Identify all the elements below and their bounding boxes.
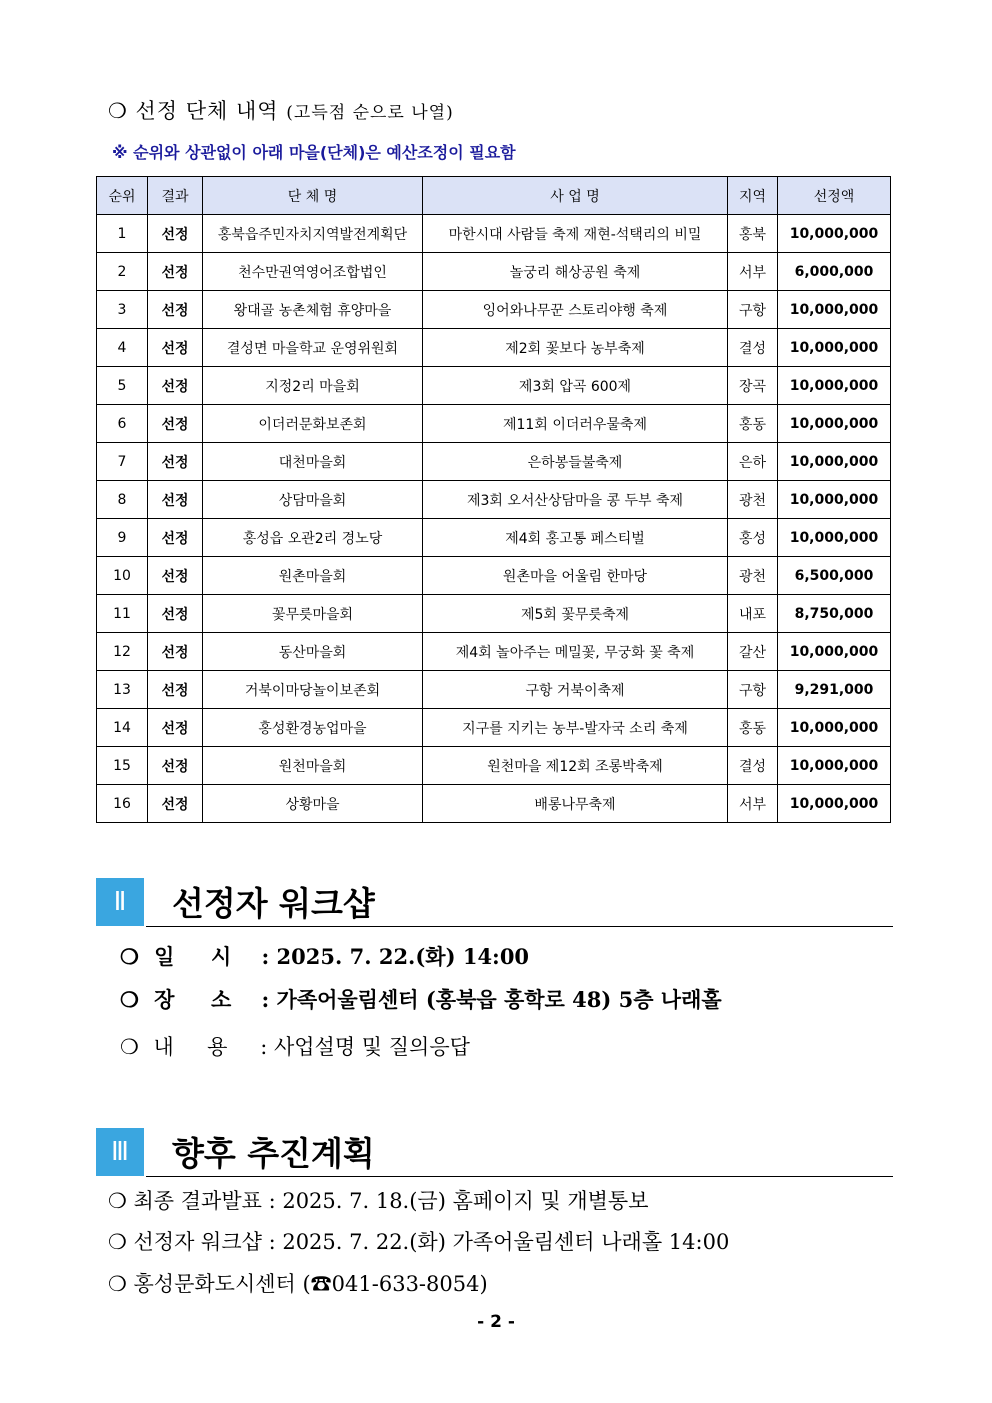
- rank-cell: 5: [97, 367, 148, 405]
- amount-cell: 6,000,000: [778, 253, 891, 291]
- table-row: [97, 709, 891, 747]
- section-subtitle: (고득점 순으로 나열): [286, 103, 454, 123]
- region-cell: 내포: [728, 595, 778, 633]
- bullet-icon: ❍: [120, 944, 139, 969]
- result-cell: 선정: [148, 215, 203, 253]
- result-cell: 선정: [148, 291, 203, 329]
- section-number-badge: Ⅱ: [96, 878, 144, 926]
- organization-cell: 동산마을회: [203, 633, 423, 671]
- region-cell: 결성: [728, 747, 778, 785]
- table-row: [97, 329, 891, 367]
- amount-cell: 10,000,000: [778, 519, 891, 557]
- region-cell: 구항: [728, 671, 778, 709]
- plan-item-text: 최종 결과발표 : 2025. 7. 18.(금) 홈페이지 및 개별통보: [133, 1189, 649, 1213]
- header-rank: 순위: [97, 177, 148, 215]
- organization-cell: 대천마을회: [203, 443, 423, 481]
- organization-cell: 거북이마당놀이보존회: [203, 671, 423, 709]
- amount-cell: 10,000,000: [778, 747, 891, 785]
- rank-cell: 1: [97, 215, 148, 253]
- region-cell: 결성: [728, 329, 778, 367]
- rank-cell: 12: [97, 633, 148, 671]
- section-number-badge: Ⅲ: [96, 1128, 144, 1176]
- organization-cell: 원천마을회: [203, 747, 423, 785]
- project-cell: 잉어와나무꾼 스토리야행 축제: [423, 291, 728, 329]
- selection-section-title: [108, 95, 454, 125]
- rank-cell: 10: [97, 557, 148, 595]
- result-cell: 선정: [148, 367, 203, 405]
- amount-cell: 10,000,000: [778, 443, 891, 481]
- project-cell: 구항 거북이축제: [423, 671, 728, 709]
- plan-item: [108, 1185, 649, 1215]
- region-cell: 홍동: [728, 405, 778, 443]
- selection-table: [96, 176, 891, 823]
- region-cell: 갈산: [728, 633, 778, 671]
- result-cell: 선정: [148, 671, 203, 709]
- workshop-content-label: 내 용: [153, 1035, 228, 1059]
- rank-cell: 14: [97, 709, 148, 747]
- organization-cell: 이더러문화보존회: [203, 405, 423, 443]
- result-cell: 선정: [148, 747, 203, 785]
- result-cell: 선정: [148, 709, 203, 747]
- result-cell: 선정: [148, 405, 203, 443]
- project-cell: 제2회 꽃보다 농부축제: [423, 329, 728, 367]
- workshop-place-row: [120, 984, 722, 1014]
- organization-cell: 원촌마을회: [203, 557, 423, 595]
- project-cell: 제4회 홍고통 페스티벌: [423, 519, 728, 557]
- table-row: [97, 633, 891, 671]
- amount-cell: 6,500,000: [778, 557, 891, 595]
- project-cell: 제3회 압곡 600제: [423, 367, 728, 405]
- rank-cell: 16: [97, 785, 148, 823]
- organization-cell: 천수만권역영어조합법인: [203, 253, 423, 291]
- plan-item: [108, 1268, 488, 1298]
- project-cell: 제3회 오서산상담마을 콩 두부 축제: [423, 481, 728, 519]
- organization-cell: 결성면 마을학교 운영위원회: [203, 329, 423, 367]
- rank-cell: 2: [97, 253, 148, 291]
- table-row: [97, 253, 891, 291]
- region-cell: 홍북: [728, 215, 778, 253]
- organization-cell: 지정2리 마을회: [203, 367, 423, 405]
- amount-cell: 10,000,000: [778, 405, 891, 443]
- workshop-content-row: [120, 1031, 470, 1061]
- amount-cell: 10,000,000: [778, 367, 891, 405]
- region-cell: 홍성: [728, 519, 778, 557]
- rank-cell: 4: [97, 329, 148, 367]
- workshop-date-value: 2025. 7. 22.(화) 14:00: [276, 944, 530, 969]
- separator: :: [261, 944, 270, 969]
- workshop-date-label: 일 시: [154, 944, 232, 969]
- bullet-icon: ❍: [120, 987, 139, 1012]
- rank-cell: 6: [97, 405, 148, 443]
- project-cell: 제11회 이더러우물축제: [423, 405, 728, 443]
- result-cell: 선정: [148, 329, 203, 367]
- table-row: [97, 595, 891, 633]
- bullet-icon: ❍: [108, 1189, 127, 1213]
- bullet-icon: ❍: [108, 1230, 127, 1254]
- organization-cell: 상황마을: [203, 785, 423, 823]
- workshop-date-row: [120, 941, 529, 971]
- workshop-content-value: 사업설명 및 질의응답: [273, 1035, 470, 1059]
- result-cell: 선정: [148, 481, 203, 519]
- project-cell: 지구를 지키는 농부-발자국 소리 축제: [423, 709, 728, 747]
- header-result: 결과: [148, 177, 203, 215]
- budget-adjustment-note: ※ 순위와 상관없이 아래 마을(단체)은 예산조정이 필요함: [112, 143, 516, 162]
- project-cell: 은하봉들불축제: [423, 443, 728, 481]
- project-cell: 제4회 놀아주는 메밀꽃, 무궁화 꽃 축제: [423, 633, 728, 671]
- header-amount: 선정액: [778, 177, 891, 215]
- result-cell: 선정: [148, 557, 203, 595]
- region-cell: 광천: [728, 481, 778, 519]
- result-cell: 선정: [148, 633, 203, 671]
- section-title-text: 선정 단체 내역: [135, 99, 279, 123]
- workshop-place-value: 가족어울림센터 (홍북읍 홍학로 48) 5층 나래홀: [276, 987, 722, 1012]
- result-cell: 선정: [148, 519, 203, 557]
- table-row: [97, 747, 891, 785]
- plan-item-text: 홍성문화도시센터 (☎041-633-8054): [133, 1272, 488, 1296]
- table-row: [97, 405, 891, 443]
- rank-cell: 3: [97, 291, 148, 329]
- table-row: [97, 443, 891, 481]
- rank-cell: 15: [97, 747, 148, 785]
- bullet-icon: ❍: [108, 1272, 127, 1296]
- amount-cell: 10,000,000: [778, 291, 891, 329]
- amount-cell: 9,291,000: [778, 671, 891, 709]
- project-cell: 마한시대 사람들 축제 재현-석택리의 비밀: [423, 215, 728, 253]
- organization-cell: 왕대골 농촌체험 휴양마을: [203, 291, 423, 329]
- header-organization: 단 체 명: [203, 177, 423, 215]
- region-cell: 홍동: [728, 709, 778, 747]
- workshop-place-label: 장 소: [154, 987, 232, 1012]
- result-cell: 선정: [148, 785, 203, 823]
- amount-cell: 10,000,000: [778, 481, 891, 519]
- header-project: 사 업 명: [423, 177, 728, 215]
- amount-cell: 8,750,000: [778, 595, 891, 633]
- separator: :: [261, 987, 270, 1012]
- result-cell: 선정: [148, 595, 203, 633]
- result-cell: 선정: [148, 253, 203, 291]
- table-row: [97, 481, 891, 519]
- organization-cell: 꽃무릇마을회: [203, 595, 423, 633]
- project-cell: 원천마을 제12회 조롱박축제: [423, 747, 728, 785]
- organization-cell: 홍성환경농업마을: [203, 709, 423, 747]
- table-row: [97, 671, 891, 709]
- amount-cell: 10,000,000: [778, 329, 891, 367]
- rank-cell: 9: [97, 519, 148, 557]
- organization-cell: 상담마을회: [203, 481, 423, 519]
- workshop-section-title: 선정자 워크샵: [172, 884, 375, 923]
- table-row: [97, 215, 891, 253]
- table-row: [97, 519, 891, 557]
- project-cell: 원촌마을 어울림 한마당: [423, 557, 728, 595]
- amount-cell: 10,000,000: [778, 785, 891, 823]
- region-cell: 서부: [728, 785, 778, 823]
- project-cell: 제5회 꽃무릇축제: [423, 595, 728, 633]
- table-row: [97, 557, 891, 595]
- rank-cell: 13: [97, 671, 148, 709]
- project-cell: 놀궁리 해상공원 축제: [423, 253, 728, 291]
- header-region: 지역: [728, 177, 778, 215]
- organization-cell: 홍북읍주민자치지역발전계획단: [203, 215, 423, 253]
- region-cell: 장곡: [728, 367, 778, 405]
- table-header-row: [97, 177, 891, 215]
- organization-cell: 홍성읍 오관2리 경노당: [203, 519, 423, 557]
- amount-cell: 10,000,000: [778, 633, 891, 671]
- project-cell: 배롱나무축제: [423, 785, 728, 823]
- amount-cell: 10,000,000: [778, 215, 891, 253]
- amount-cell: 10,000,000: [778, 709, 891, 747]
- plan-item-text: 선정자 워크샵 : 2025. 7. 22.(화) 가족어울림센터 나래홀 14:00: [133, 1230, 730, 1254]
- region-cell: 광천: [728, 557, 778, 595]
- separator: :: [260, 1035, 268, 1059]
- bullet-icon: ❍: [108, 99, 128, 123]
- table-row: [97, 367, 891, 405]
- result-cell: 선정: [148, 443, 203, 481]
- plan-section-title: 향후 추진계획: [172, 1134, 375, 1173]
- rank-cell: 8: [97, 481, 148, 519]
- page-number: - 2 -: [477, 1312, 515, 1332]
- rank-cell: 7: [97, 443, 148, 481]
- section-divider: [146, 1176, 893, 1177]
- section-divider: [146, 926, 893, 927]
- table-row: [97, 291, 891, 329]
- table-row: [97, 785, 891, 823]
- bullet-icon: ❍: [120, 1035, 139, 1059]
- region-cell: 서부: [728, 253, 778, 291]
- region-cell: 은하: [728, 443, 778, 481]
- region-cell: 구항: [728, 291, 778, 329]
- rank-cell: 11: [97, 595, 148, 633]
- plan-item: [108, 1226, 729, 1256]
